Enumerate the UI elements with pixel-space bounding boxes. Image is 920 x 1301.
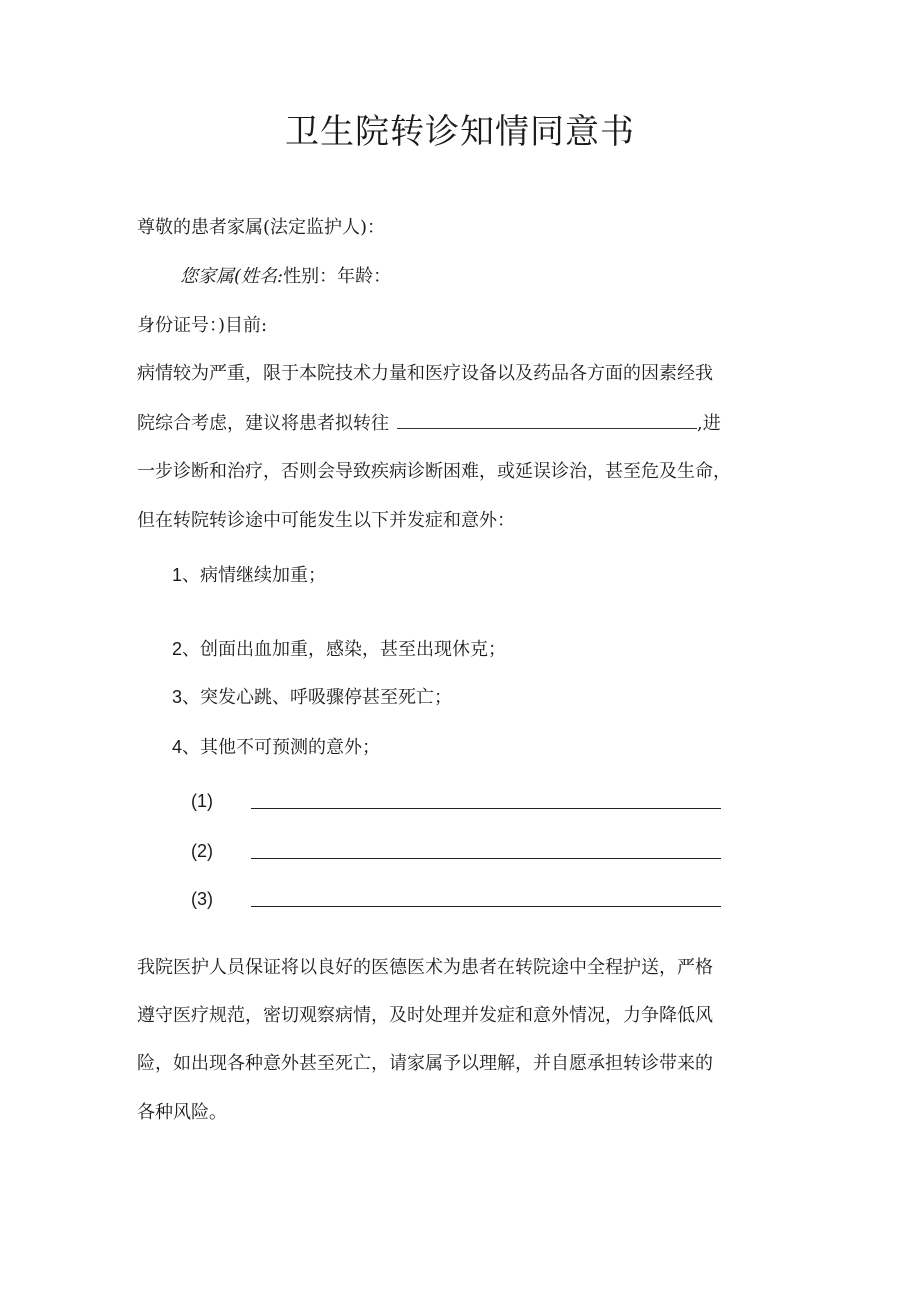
closing-line-3: 险，如出现各种意外甚至死亡，请家属予以理解，并自愿承担转诊带来的 bbox=[137, 1053, 713, 1074]
sub-item-label-3: (3) bbox=[191, 889, 213, 909]
sub-item-blank-3[interactable] bbox=[251, 906, 721, 907]
transfer-destination-blank[interactable] bbox=[397, 410, 697, 429]
risk-number: 1 bbox=[172, 565, 183, 585]
risk-text: 、创面出血加重，感染，甚至出现休克； bbox=[182, 639, 507, 660]
body-line-2 bbox=[137, 410, 721, 436]
body-line-3: 一步诊断和治疗，否则会导致疾病诊断困难，或延误诊治，甚至危及生命， bbox=[137, 461, 731, 482]
patient-info-line bbox=[180, 265, 391, 289]
body-line-4: 但在转院转诊途中可能发生以下并发症和意外： bbox=[137, 510, 515, 531]
risk-text: 、其他不可预测的意外； bbox=[182, 737, 381, 758]
sub-item-label-2: (2) bbox=[191, 841, 213, 861]
risk-item bbox=[172, 685, 452, 710]
risk-item bbox=[172, 735, 380, 760]
salutation: 尊敬的患者家属(法定监护人)： bbox=[137, 217, 386, 238]
risk-number: 4 bbox=[172, 737, 183, 757]
risk-text: 、病情继续加重； bbox=[182, 565, 327, 586]
closing-line-4: 各种风险。 bbox=[137, 1102, 227, 1123]
sub-item-label-1: (1) bbox=[191, 791, 213, 811]
closing-line-1: 我院医护人员保证将以良好的医德医术为患者在转院途中全程护送，严格 bbox=[137, 957, 713, 978]
risk-number: 2 bbox=[172, 639, 183, 659]
document-title: 卫生院转诊知情同意书 bbox=[285, 112, 635, 152]
id-number-line: 身份证号：)目前: bbox=[137, 315, 268, 336]
risk-item bbox=[172, 563, 326, 588]
patient-name-label: 您家属(姓名: bbox=[180, 266, 284, 287]
risk-text: 、突发心跳、呼吸骤停甚至死亡； bbox=[182, 687, 453, 708]
risk-number: 3 bbox=[172, 687, 183, 707]
risk-item bbox=[172, 637, 506, 662]
patient-gender-age-label: 性别：年龄： bbox=[283, 266, 392, 287]
transfer-prefix: 院综合考虑，建议将患者拟转往 bbox=[137, 413, 389, 434]
sub-item-blank-1[interactable] bbox=[251, 808, 721, 809]
sub-item-blank-2[interactable] bbox=[251, 858, 721, 859]
transfer-suffix: ,进 bbox=[697, 413, 721, 434]
body-line-1: 病情较为严重，限于本院技术力量和医疗设备以及药品各方面的因素经我 bbox=[137, 363, 713, 384]
closing-line-2: 遵守医疗规范，密切观察病情，及时处理并发症和意外情况，力争降低风 bbox=[137, 1005, 713, 1026]
